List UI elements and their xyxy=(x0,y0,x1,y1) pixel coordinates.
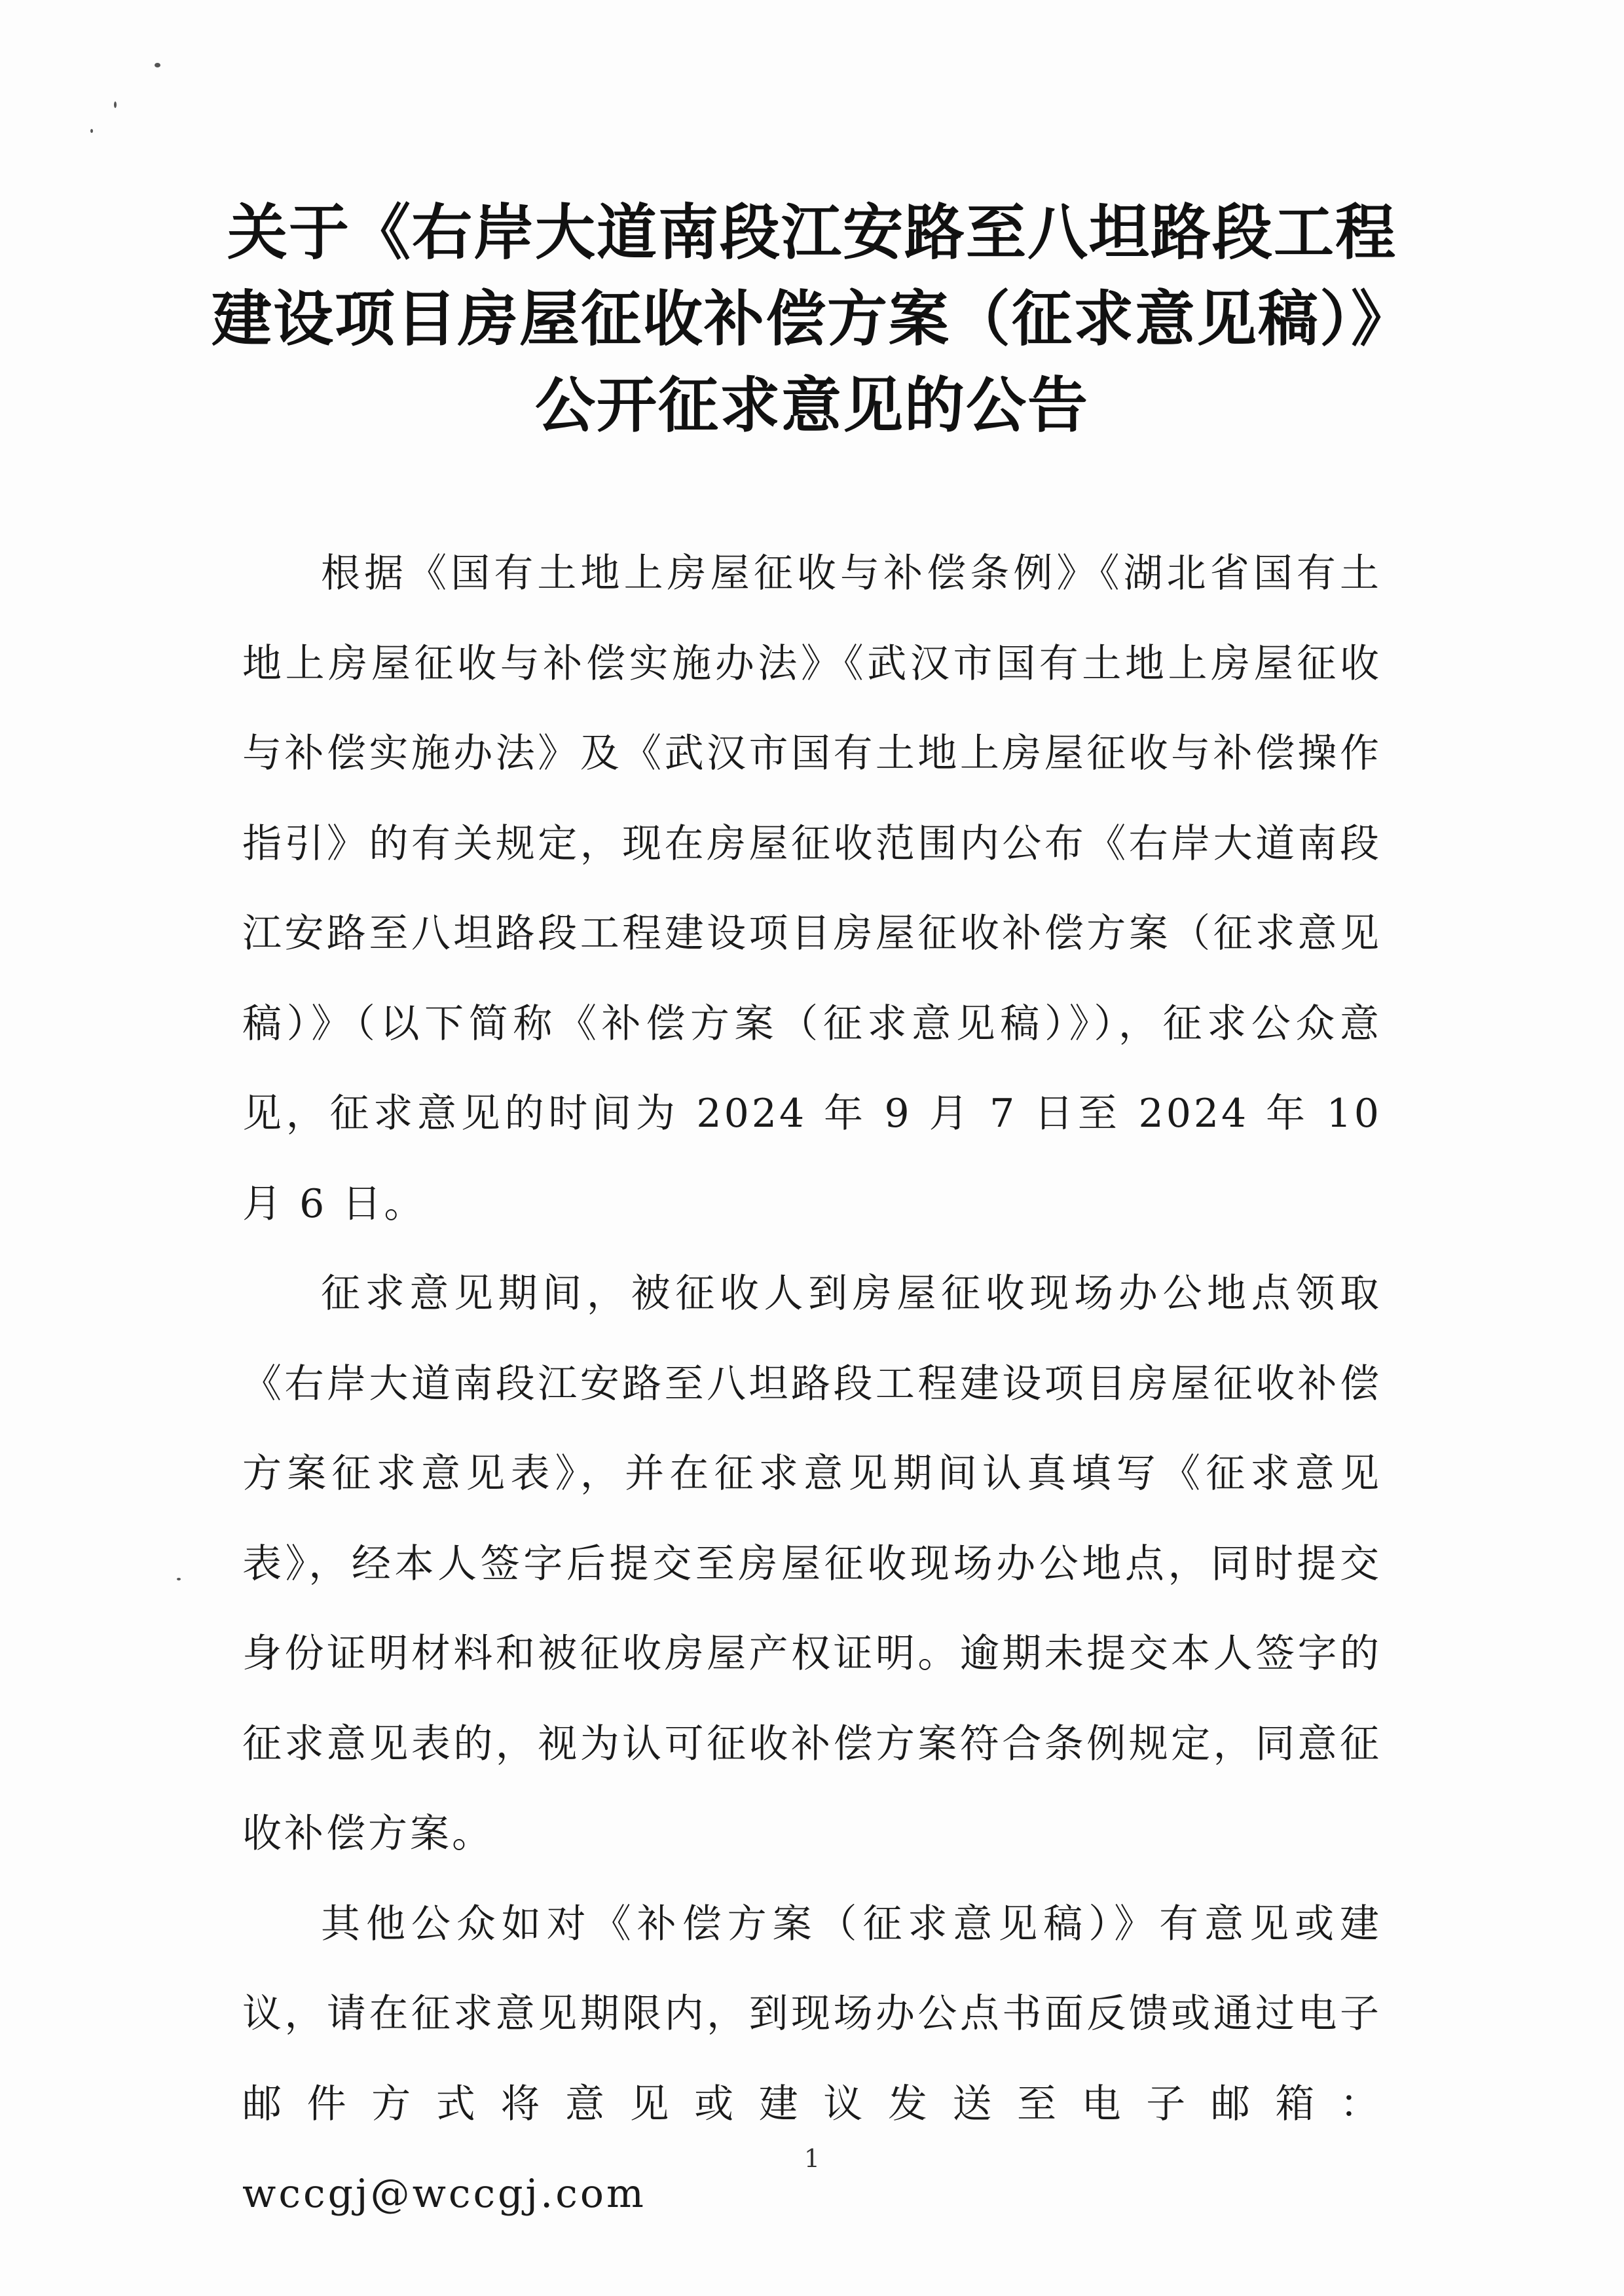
document-body xyxy=(242,529,1382,2240)
scan-speck xyxy=(114,101,117,108)
scan-speck xyxy=(177,1578,181,1580)
page-number: 1 xyxy=(803,2144,821,2173)
paragraph-public-feedback: 其他公众如对《补偿方案（征求意见稿）》有意见或建议，请在征求意见期限内，到现场办公点书面反馈或通过电子邮件方式将意见或建议发送至电子邮箱： xyxy=(242,1901,1382,2127)
title-line-3: 公开征求意见的公告 xyxy=(534,371,1089,441)
paragraph-submission-procedure: 征求意见期间，被征收人到房屋征收现场办公地点领取《右岸大道南段江安路至八坦路段工程建设项目房屋征收补偿方案征求意见表》，并在征求意见期间认真填写《征求意见表》，经本人签字后提交至房屋征收现场办公地点，同时提交身份证明材料和被征收房屋产权证明。逾期未提交本人签字的征求意见表的，视为认可征收补偿方案符合条例规定，同意征收补偿方案。 xyxy=(242,1271,1382,1857)
contact-email: wccgj@wccgj.com xyxy=(242,2171,646,2217)
title-line-1: 关于《右岸大道南段江安路至八坦路段工程 xyxy=(227,198,1397,268)
scan-speck xyxy=(90,129,93,133)
scan-speck xyxy=(155,63,160,67)
document-title xyxy=(196,190,1428,449)
title-line-2: 建设项目房屋征收补偿方案（征求意见稿）》 xyxy=(211,284,1412,354)
paragraph-legal-basis: 根据《国有土地上房屋征收与补偿条例》《湖北省国有土地上房屋征收与补偿实施办法》《武汉市国有土地上房屋征收与补偿实施办法》及《武汉市国有土地上房屋征收与补偿操作指引》的有关规定，现在房屋征收范围内公布《右岸大道南段江安路至八坦路段工程建设项目房屋征收补偿方案（征求意见稿）》（以下简称《补偿方案（征求意见稿）》），征求公众意见，征求意见的时间为 2024 年 9 月 7 日至 2024 年 10 月 6 日。 xyxy=(242,551,1382,1227)
